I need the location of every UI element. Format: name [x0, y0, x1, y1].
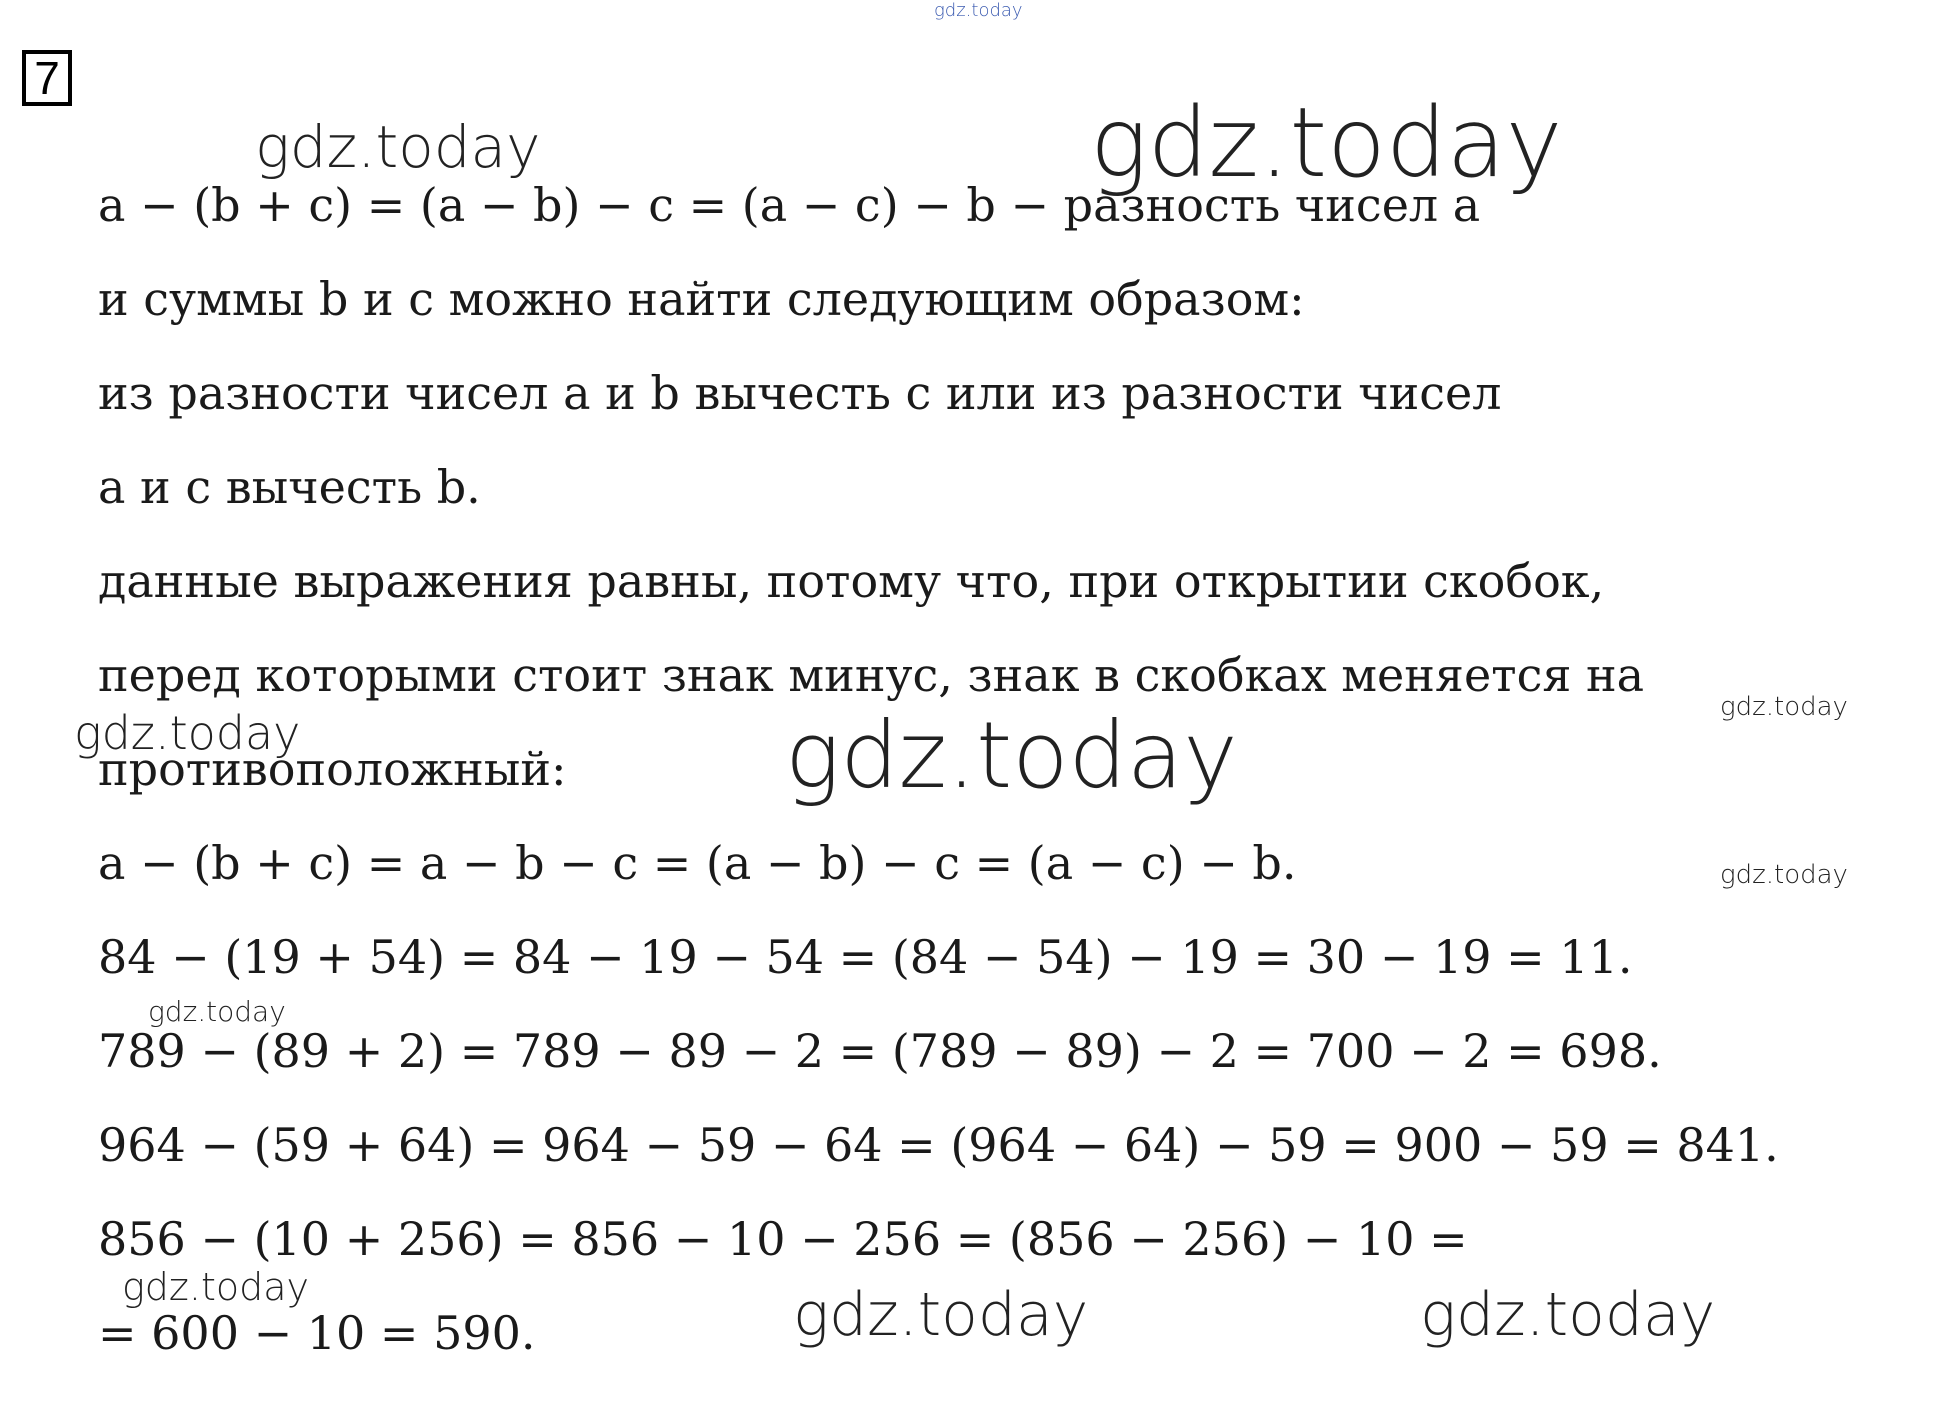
text-line-9: 84 − (19 + 54) = 84 − 19 − 54 = (84 − 54) − 19 = 30 − 19 = 11. — [98, 930, 1633, 984]
text-line-11: 964 − (59 + 64) = 964 − 59 − 64 = (964 − 64) − 59 = 900 − 59 = 841. — [98, 1118, 1779, 1172]
watermark: gdz.today — [1420, 1280, 1716, 1350]
text-line-4: a и c вычесть b. — [98, 460, 481, 514]
watermark: gdz.today — [1720, 860, 1848, 890]
watermark: gdz.today — [122, 1265, 309, 1309]
watermark: gdz.today — [74, 706, 301, 760]
watermark-top: gdz.today — [934, 0, 1023, 21]
text-line-2: и суммы b и c можно найти следующим образом: — [98, 272, 1305, 326]
watermark: gdz.today — [148, 995, 286, 1028]
text-line-12: 856 − (10 + 256) = 856 − 10 − 256 = (856 − 256) − 10 = — [98, 1212, 1468, 1266]
text-line-13: = 600 − 10 = 590. — [98, 1306, 536, 1360]
text-line-1: a − (b + c) = (a − b) − c = (a − c) − b − разность чисел a — [98, 178, 1481, 232]
text-line-3: из разности чисел a и b вычесть c или из разности чисел — [98, 366, 1502, 420]
watermark: gdz.today — [255, 113, 541, 181]
task-number-box: 7 — [22, 50, 72, 106]
watermark: gdz.today — [1720, 692, 1848, 722]
text-line-6: перед которыми стоит знак минус, знак в скобках меняется на — [98, 648, 1645, 702]
watermark: gdz.today — [1090, 87, 1563, 199]
text-line-7: противоположный: — [98, 742, 567, 796]
watermark: gdz.today — [793, 1280, 1089, 1350]
text-line-8: a − (b + c) = a − b − c = (a − b) − c = (a − c) − b. — [98, 836, 1297, 890]
text-line-5: данные выражения равны, потому что, при открытии скобок, — [98, 554, 1605, 608]
text-line-10: 789 − (89 + 2) = 789 − 89 − 2 = (789 − 89) − 2 = 700 − 2 = 698. — [98, 1024, 1662, 1078]
watermark: gdz.today — [785, 702, 1238, 809]
